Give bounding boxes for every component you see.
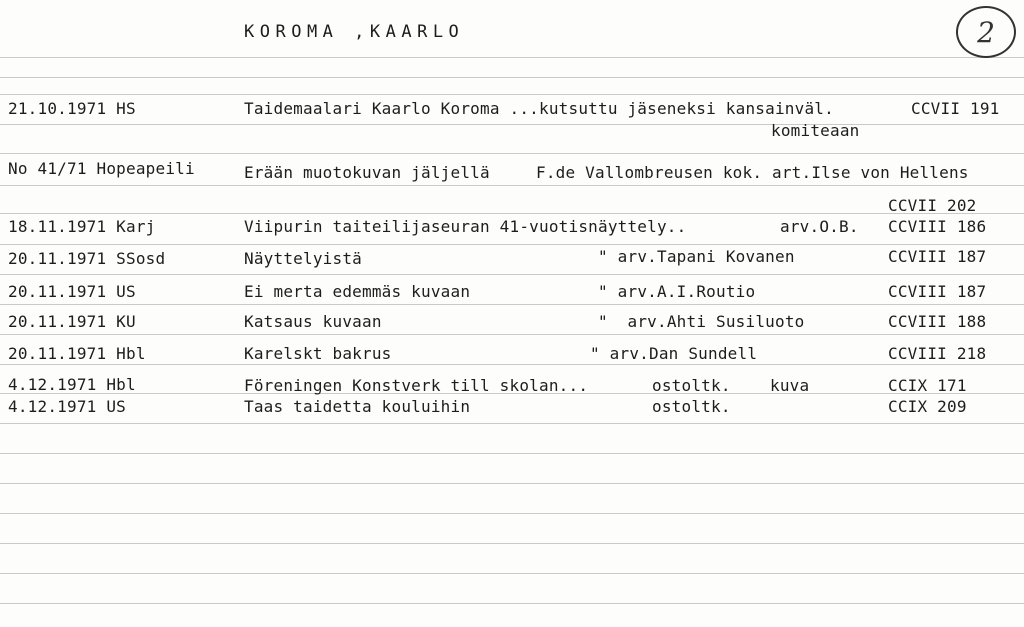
entry-author: ostoltk.	[652, 376, 731, 395]
entry-date-source: 18.11.1971 Karj	[8, 217, 156, 236]
entry-title: Viipurin taiteilijaseuran 41-vuotisnäyttely..	[244, 217, 687, 236]
entry-date-source: 20.11.1971 US	[8, 282, 136, 301]
entry-author: " arv.A.I.Routio	[598, 282, 756, 301]
rule-line	[0, 453, 1024, 454]
entry-date-source: 4.12.1971 US	[8, 397, 126, 416]
rule-line	[0, 304, 1024, 305]
entry-ref: CCIX 171	[888, 376, 967, 395]
rule-line	[0, 603, 1024, 604]
entry-date-source: 20.11.1971 SSosd	[8, 249, 166, 268]
entry-author: " arv.Ahti Susiluoto	[598, 312, 805, 331]
rule-line	[0, 153, 1024, 154]
entry-ref: CCVIII 187	[888, 247, 987, 266]
entry-date-source: No 41/71 Hopeapeili	[8, 159, 195, 178]
entry-title: Katsaus kuvaan	[244, 312, 382, 331]
card-heading: KOROMA ,KAARLO	[244, 22, 465, 42]
rule-line	[0, 483, 1024, 484]
entry-extra: kuva	[770, 376, 810, 395]
entry-title: Näyttelyistä	[244, 249, 362, 268]
rule-line	[0, 274, 1024, 275]
rule-line	[0, 423, 1024, 424]
entry-author: arv.O.B.	[780, 217, 859, 236]
entry-date-source: 20.11.1971 Hbl	[8, 344, 146, 363]
rule-line	[0, 543, 1024, 544]
rule-line	[0, 213, 1024, 214]
rule-line	[0, 57, 1024, 58]
entry-title: Ei merta edemmäs kuvaan	[244, 282, 471, 301]
entry-ref: CCVIII 218	[888, 344, 987, 363]
entry-author: " arv.Tapani Kovanen	[598, 247, 795, 266]
entry-title: Karelskt bakrus	[244, 344, 392, 363]
rule-line	[0, 334, 1024, 335]
rule-line	[0, 77, 1024, 78]
entry-title-continuation: komiteaan	[771, 121, 860, 140]
entry-ref: CCVIII 187	[888, 282, 987, 301]
entry-ref: CCVII 202	[888, 196, 977, 215]
entry-author: " arv.Dan Sundell	[590, 344, 758, 363]
entry-author: F.de Vallombreusen kok. art.Ilse von Hellens	[536, 163, 969, 182]
entry-date-source: 21.10.1971 HS	[8, 99, 136, 118]
card-number-badge: 2	[956, 6, 1016, 58]
rule-line	[0, 94, 1024, 95]
entry-title: Erään muotokuvan jäljellä	[244, 163, 490, 182]
rule-line	[0, 124, 1024, 125]
entry-title: Taas taidetta kouluihin	[244, 397, 471, 416]
rule-line	[0, 513, 1024, 514]
rule-line	[0, 185, 1024, 186]
entry-ref: CCVIII 186	[888, 217, 987, 236]
entry-ref: CCVII 191	[911, 99, 1000, 118]
entry-ref: CCVIII 188	[888, 312, 987, 331]
entry-date-source: 4.12.1971 Hbl	[8, 375, 136, 394]
entry-author: ostoltk.	[652, 397, 731, 416]
rule-line	[0, 364, 1024, 365]
entry-date-source: 20.11.1971 KU	[8, 312, 136, 331]
entry-title: Föreningen Konstverk till skolan...	[244, 376, 589, 395]
rule-line	[0, 573, 1024, 574]
entry-ref: CCIX 209	[888, 397, 967, 416]
entry-title: Taidemaalari Kaarlo Koroma ...kutsuttu jäseneksi kansainväl.	[244, 99, 834, 118]
rule-line	[0, 244, 1024, 245]
